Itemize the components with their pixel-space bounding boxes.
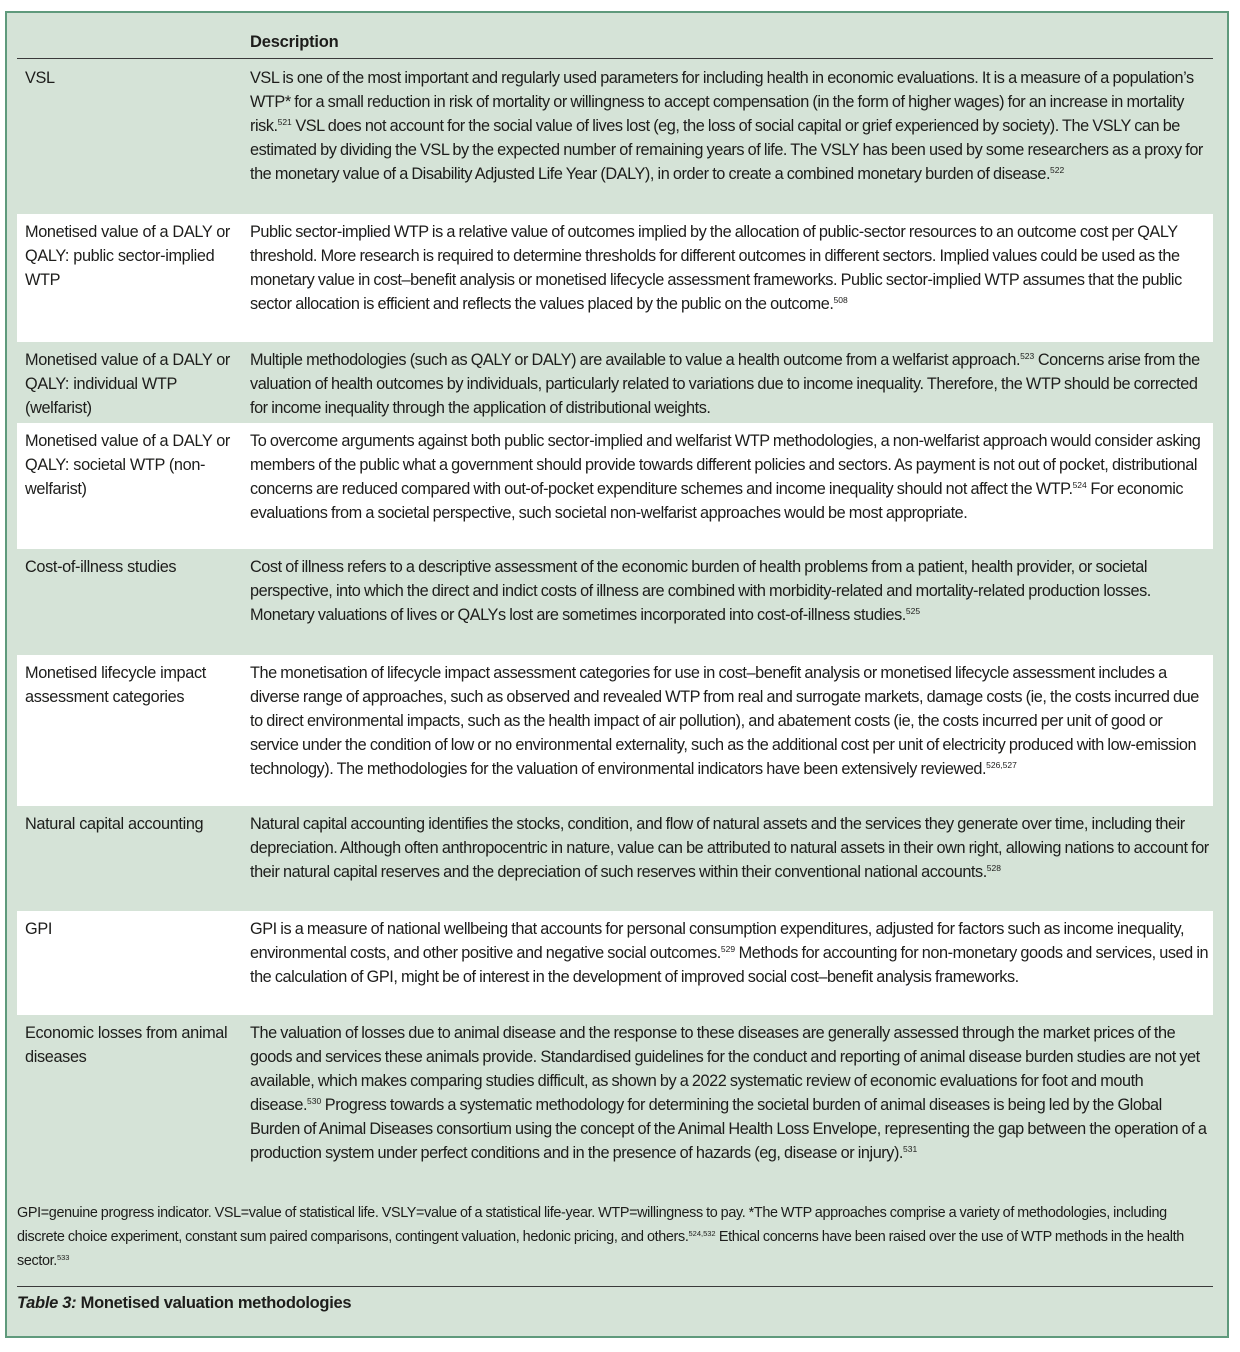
row-label: VSL (25, 69, 55, 87)
citation-ref: 524 (1072, 480, 1087, 490)
row-label: GPI (25, 920, 52, 938)
citation-ref: 523 (1020, 351, 1035, 361)
table-row (17, 549, 1213, 655)
table-header (17, 16, 1213, 59)
row-description (250, 429, 1210, 525)
caption-divider (17, 1286, 1213, 1287)
citation-ref: 526,527 (986, 760, 1017, 770)
citation-ref: 521 (277, 117, 292, 127)
citation-ref: 525 (905, 606, 921, 616)
desc-text: VSL does not account for the social value of lives lost (eg, the loss of social capital or grief experienced by society). The VSLY can be estimated by dividing the VSL by the expected number of remaining years of life. The VSLY has been used by some researchers as a proxy for the monetary value of a Disability Adjusted Life Year (DALY), in order to create a combined monetary burden of disease. (250, 117, 1203, 183)
footnote-text: GPI=genuine progress indicator. VSL=value of statistical life. VSLY=value of a statistical life-year. WTP=willingness to pay. *The WTP approaches comprise a variety of methodologies, including discrete choice experiment, constant sum paired comparisons, contingent valuation, hedonic pricing, and others. (17, 1205, 1167, 1245)
table-row (17, 806, 1213, 911)
desc-text: Progress towards a systematic methodology for determining the societal burden of animal diseases is being led by the Global Burden of Animal Diseases consortium using the concept of the Animal Health Loss Envelope, representing the gap between the operation of a production system under perfect conditions and in the presence of hazards (eg, disease or injury). (250, 1096, 1207, 1162)
desc-text: Methods for accounting for non-monetary goods and services, used in the calculation of GPI, might be of interest in the development of improved social cost–benefit analysis frameworks. (250, 944, 1209, 986)
table-row (17, 60, 1213, 210)
table-footnote (17, 1201, 1213, 1273)
citation-ref: 528 (986, 863, 1001, 873)
row-description (250, 1021, 1210, 1165)
table-row (17, 423, 1213, 549)
column-header-description: Description (250, 33, 339, 51)
citation-ref: 508 (833, 295, 848, 305)
table-row (17, 342, 1213, 422)
row-label: Monetised value of a DALY or QALY: societal WTP (non-welfarist) (25, 432, 230, 498)
desc-text: Cost of illness refers to a descriptive assessment of the economic burden of health problems from a patient, health provider, or societal perspective, into which the direct and indict costs of illness are combined with morbidity-related and mortality-related production losses. Monetary valuations of lives or QALYs lost are sometimes incorporated into cost-of-illness studies. (250, 558, 1151, 624)
row-label: Monetised value of a DALY or QALY: public sector-implied WTP (25, 223, 230, 289)
caption-title: Monetised valuation methodologies (76, 1294, 352, 1312)
desc-text: Public sector-implied WTP is a relative value of outcomes implied by the allocation of public-sector resources to an outcome cost per QALY threshold. More research is required to determine thresholds for different outcomes in different sectors. Implied values could be used as the monetary value in cost–benefit analysis or monetised lifecycle assessment frameworks. Public sector-implied WTP assumes that the public sector allocation is efficient and reflects the values placed by the public on the outcome. (250, 223, 1182, 313)
row-description (250, 555, 1210, 627)
desc-text: For economic evaluations from a societal perspective, such societal non-welfarist approaches would be most appropriate. (250, 480, 1184, 522)
desc-text: To overcome arguments against both public sector-implied and welfarist WTP methodologies, a non-welfarist approach would consider asking members of the public what a government should provide towards different policies and sectors. As payment is not out of pocket, distributional concerns are reduced compared with out-of-pocket expenditure schemes and income inequality should not affect the WTP. (250, 432, 1201, 498)
table-caption (17, 1294, 351, 1313)
row-description (250, 812, 1210, 884)
row-description (250, 66, 1210, 186)
row-label: Monetised lifecycle impact assessment categories (25, 664, 206, 706)
table-row (17, 655, 1213, 806)
desc-text: Natural capital accounting identifies the stocks, condition, and flow of natural assets and the services they generate over time, including their depreciation. Although often anthropocentric in nature, value can be attributed to natural assets in their own right, allowing nations to account for their natural capital reserves and the depreciation of such reserves within their conventional national accounts. (250, 815, 1209, 881)
row-description (250, 220, 1210, 316)
table-row (17, 214, 1213, 342)
desc-text: The monetisation of lifecycle impact assessment categories for use in cost–benefit analysis or monetised lifecycle assessment includes a diverse range of approaches, such as observed and revealed WTP from real and surrogate markets, damage costs (ie, the costs incurred due to direct environmental impacts, such as the health impact of air pollution), and abatement costs (ie, the costs incurred per unit of good or service under the condition of low or no environmental externality, such as the additional cost per unit of electricity produced with low-emission technology). The methodologies for the valuation of environmental indicators have been extensively reviewed. (250, 664, 1199, 778)
desc-text: Multiple methodologies (such as QALY or DALY) are available to value a health outcome from a welfarist approach. (250, 351, 1021, 369)
footnote-text: Ethical concerns have been raised over the use of WTP methods in the health sector. (17, 1229, 1184, 1269)
row-description (250, 661, 1210, 781)
row-label: Natural capital accounting (25, 815, 204, 833)
citation-ref: 530 (307, 1096, 322, 1106)
citation-ref: 533 (56, 1253, 70, 1262)
desc-text: The valuation of losses due to animal disease and the response to these diseases are generally assessed through the market prices of the goods and services these animals provide. Standardised guidelines for the conduct and reporting of animal disease burden studies are not yet available, which makes comparing studies difficult, as shown by a 2022 systematic review of economic evaluations for foot and mouth disease. (250, 1024, 1200, 1114)
desc-text: Concerns arise from the valuation of health outcomes by individuals, particularly related to variations due to income inequality. Therefore, the WTP should be corrected for income inequality through the application of distributional weights. (250, 351, 1200, 417)
table-row (17, 911, 1213, 1015)
row-label: Economic losses from animal diseases (25, 1024, 228, 1066)
citation-ref: 524,532 (688, 1229, 716, 1238)
citation-ref: 522 (1050, 165, 1065, 175)
caption-label: Table 3: (17, 1294, 77, 1312)
citation-ref: 531 (903, 1144, 918, 1154)
row-description (250, 917, 1210, 989)
desc-text: VSL is one of the most important and regularly used parameters for including health in economic evaluations. It is a measure of a population’s WTP* for a small reduction in risk of mortality or willingness to accept compensation (in the form of higher wages) for an increase in mortality risk. (250, 69, 1194, 135)
table-row (17, 1015, 1213, 1195)
row-description (250, 348, 1210, 420)
row-label: Monetised value of a DALY or QALY: individual WTP (welfarist) (25, 351, 230, 417)
desc-text: GPI is a measure of national wellbeing that accounts for personal consumption expenditures, adjusted for factors such as income inequality, environmental costs, and other positive and negative social outcomes. (250, 920, 1185, 962)
citation-ref: 529 (720, 944, 736, 954)
row-label: Cost-of-illness studies (25, 558, 177, 576)
